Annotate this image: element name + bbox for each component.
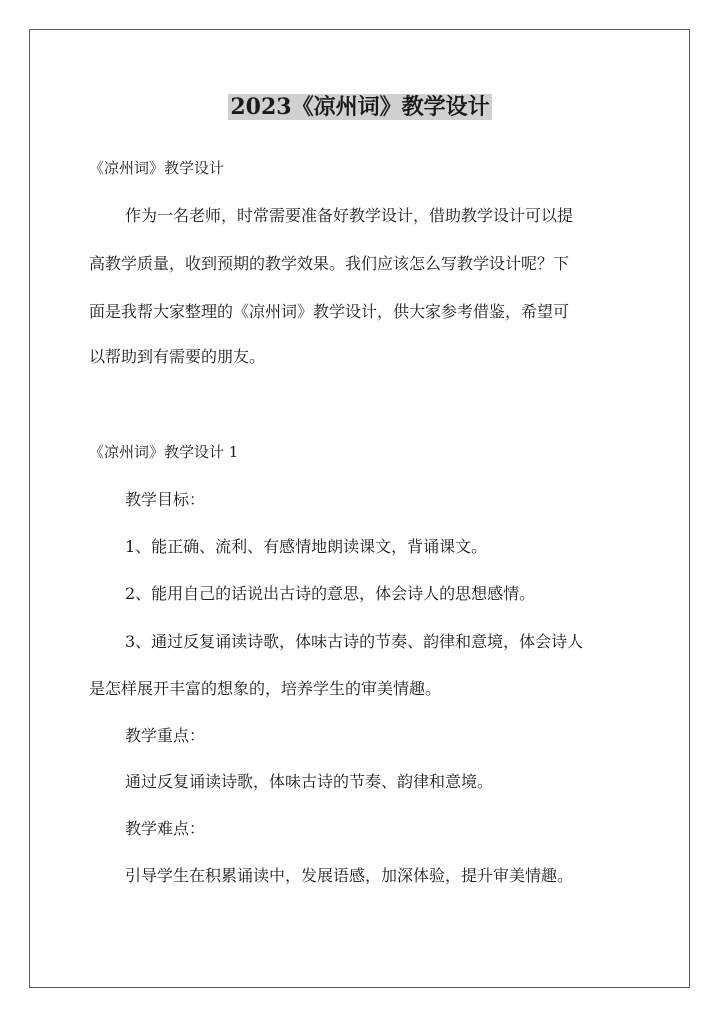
section-title: 《凉州词》教学设计 1: [89, 443, 239, 461]
intro-line-3: 面是我帮大家整理的《凉州词》教学设计，供大家参考借鉴，希望可: [89, 302, 570, 321]
document-title: [0, 90, 720, 124]
difficulty-heading: 教学难点：: [125, 819, 206, 838]
goals-heading: 教学目标：: [125, 490, 206, 509]
focus-heading: 教学重点：: [125, 726, 206, 745]
document-subtitle: 《凉州词》教学设计: [89, 159, 225, 177]
goal-3-line-1: 3、通过反复诵读诗歌，体味古诗的节奏、韵律和意境，体会诗人: [125, 632, 584, 651]
intro-line-2: 高教学质量，收到预期的教学效果。我们应该怎么写教学设计呢？下: [89, 254, 570, 273]
difficulty-text: 引导学生在积累诵读中，发展语感，加深体验，提升审美情趣。: [125, 866, 574, 885]
document-title-text: 2023《凉州词》教学设计: [230, 94, 490, 120]
intro-line-1: 作为一名老师，时常需要准备好教学设计，借助教学设计可以提: [125, 206, 574, 225]
goal-3-line-2: 是怎样展开丰富的想象的，培养学生的审美情趣。: [89, 679, 442, 698]
goal-2: 2、能用自己的话说出古诗的意思，体会诗人的思想感情。: [125, 584, 536, 603]
goal-1: 1、能正确、流利、有感情地朗读课文，背诵课文。: [125, 537, 488, 556]
intro-line-4: 以帮助到有需要的朋友。: [89, 347, 266, 366]
focus-text: 通过反复诵读诗歌，体味古诗的节奏、韵律和意境。: [125, 772, 494, 791]
